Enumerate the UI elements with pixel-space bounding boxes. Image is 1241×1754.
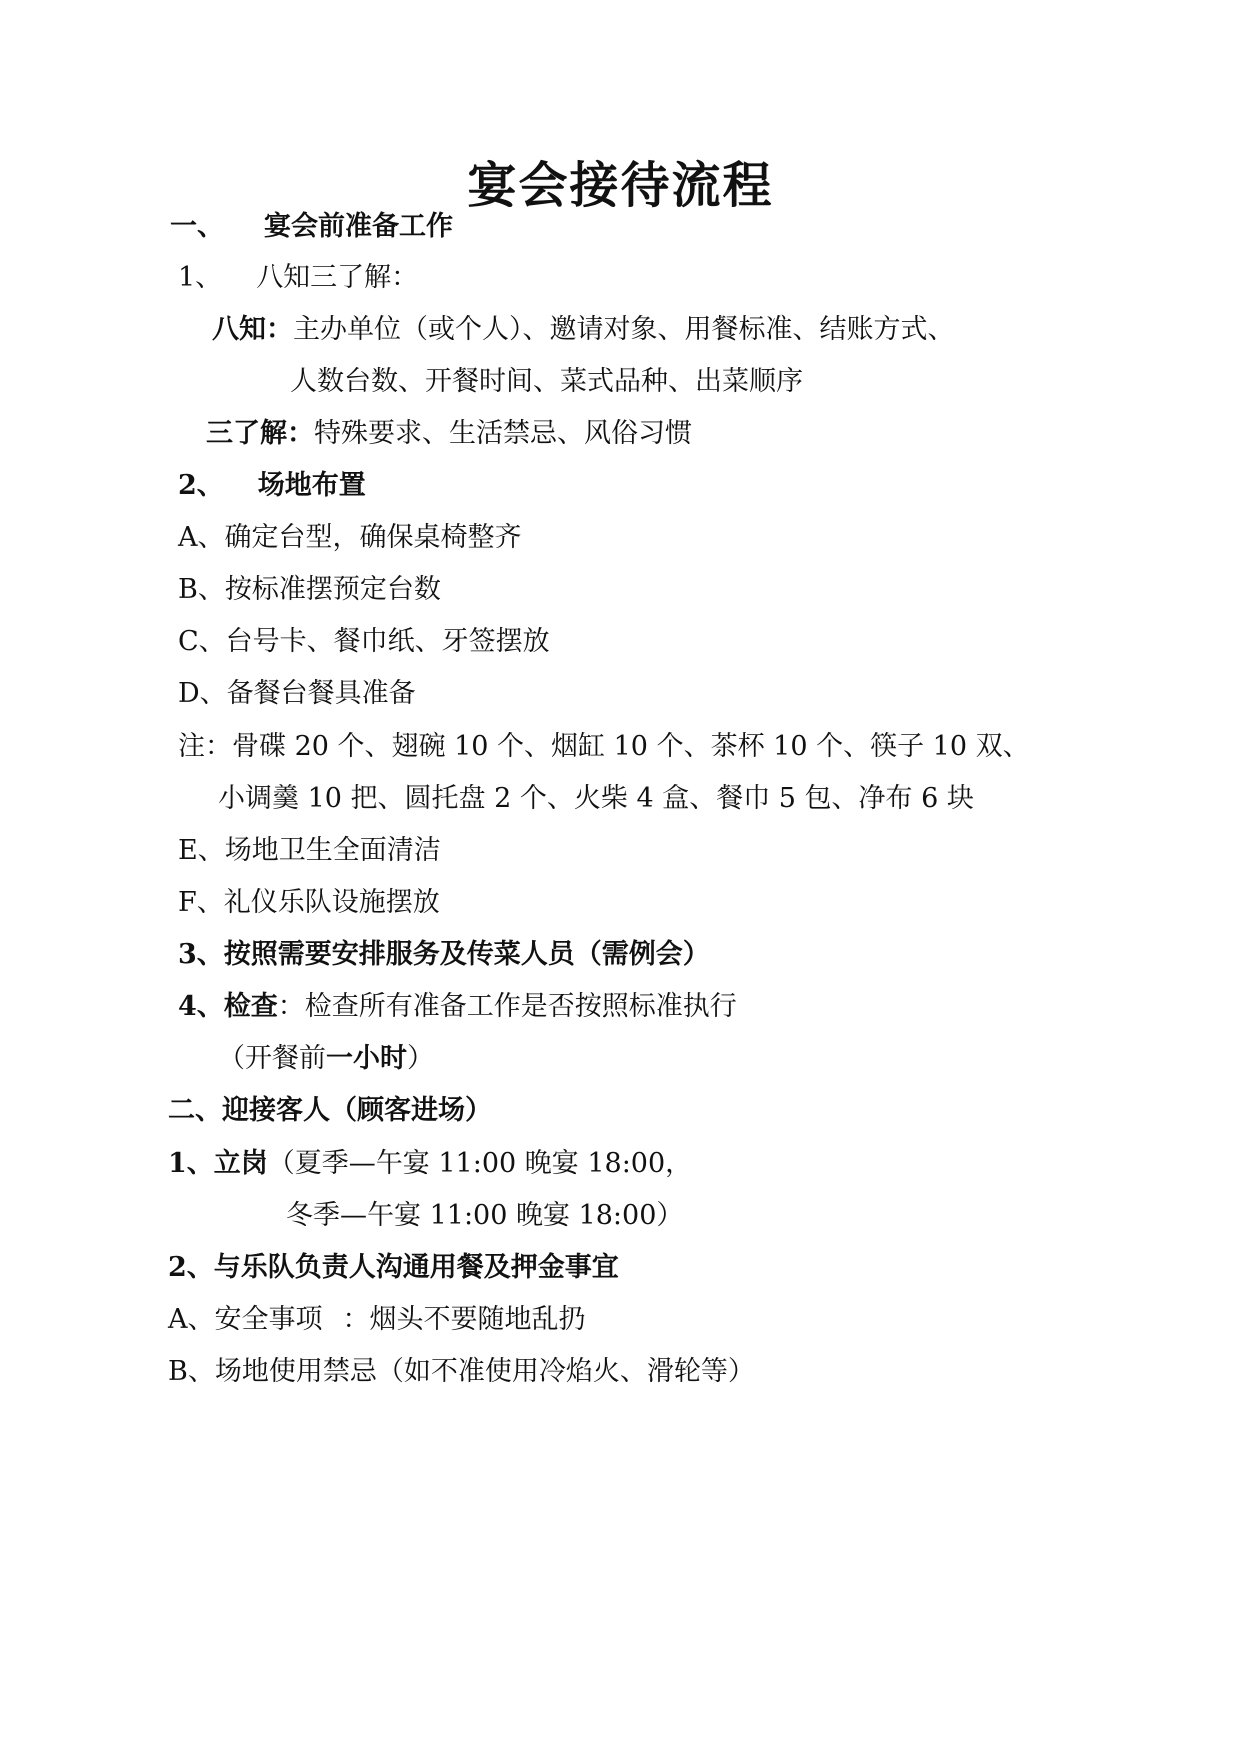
item-4-label: 4、检查	[178, 991, 278, 1022]
item-2b: B、按标准摆预定台数	[178, 574, 441, 605]
section-2-item-1-line-2: 冬季—午宴 11:00 晚宴 18:00）	[286, 1200, 684, 1231]
section-2-heading	[168, 1091, 492, 1131]
item-4-text: 检查所有准备工作是否按照标准执行	[304, 991, 737, 1022]
bazhi-text-1: 主办单位（或个人）、邀请对象、用餐标准、结账方式、	[293, 314, 955, 345]
note-line-2: 小调羹 10 把、圆托盘 2 个、火柴 4 盒、餐巾 5 包、净布 6 块	[218, 783, 974, 814]
item-2-title: 场地布置	[257, 470, 366, 501]
item-3-text: 3、按照需要安排服务及传菜人员（需例会）	[178, 939, 710, 970]
section-2-item-2a	[168, 1300, 586, 1340]
sanliaojie-line	[206, 414, 692, 454]
item-4-pre: （开餐前	[218, 1043, 326, 1074]
item-4-colon: ：	[277, 991, 305, 1022]
bazhi-line-1	[212, 310, 955, 350]
item-4-line-2	[218, 1039, 434, 1079]
item-2-number: 2、	[178, 470, 224, 501]
section-2-item-1-text-1: （夏季—午宴 11:00 晚宴 18:00，	[267, 1148, 693, 1179]
item-4-post: ）	[407, 1043, 434, 1074]
item-3	[178, 935, 710, 975]
item-4-line-1	[178, 987, 737, 1027]
note-line-1: 注：骨碟 20 个、翅碗 10 个、烟缸 10 个、茶杯 10 个、筷子 10 双、	[178, 731, 1030, 762]
sanliaojie-text: 特殊要求、生活禁忌、风俗习惯	[314, 418, 692, 449]
section-2-item-1-line-1	[168, 1144, 692, 1184]
section-1-number: 一、	[170, 211, 224, 242]
page-title: 宴会接待流程	[467, 156, 774, 214]
section-1-title: 宴会前准备工作	[264, 211, 453, 242]
section-2-item-1-label: 1、立岗	[168, 1148, 268, 1179]
item-4-bold: 一小时	[326, 1043, 407, 1074]
section-2-item-2-title: 2、与乐队负责人沟通用餐及押金事宜	[168, 1252, 619, 1283]
item-2e: E、场地卫生全面清洁	[178, 835, 441, 866]
section-2-item-2b: B、场地使用禁忌（如不准使用冷焰火、滑轮等）	[168, 1356, 755, 1387]
item-2c: C、台号卡、餐巾纸、牙签摆放	[178, 626, 550, 657]
item-1-line	[178, 258, 418, 298]
section-2-item-2a-pre: A、安全事项	[168, 1304, 323, 1335]
item-2a: A、确定台型，确保桌椅整齐	[178, 522, 522, 553]
section-2-item-2a-post: ：烟头不要随地乱扔	[342, 1304, 586, 1335]
section-2-title: 二、迎接客人（顾客进场）	[168, 1095, 492, 1126]
section-2-item-2-heading	[168, 1248, 619, 1288]
bazhi-label: 八知：	[212, 314, 293, 345]
item-2f: F、礼仪乐队设施摆放	[178, 887, 440, 918]
bazhi-line-2: 人数台数、开餐时间、菜式品种、出菜顺序	[290, 366, 803, 397]
item-2-heading	[178, 466, 366, 506]
item-1-number: 1、	[178, 262, 223, 293]
sanliaojie-label: 三了解：	[206, 418, 314, 449]
item-2d: D、备餐台餐具准备	[178, 678, 416, 709]
item-1-text: 八知三了解：	[256, 262, 419, 293]
section-1-heading	[170, 207, 453, 247]
